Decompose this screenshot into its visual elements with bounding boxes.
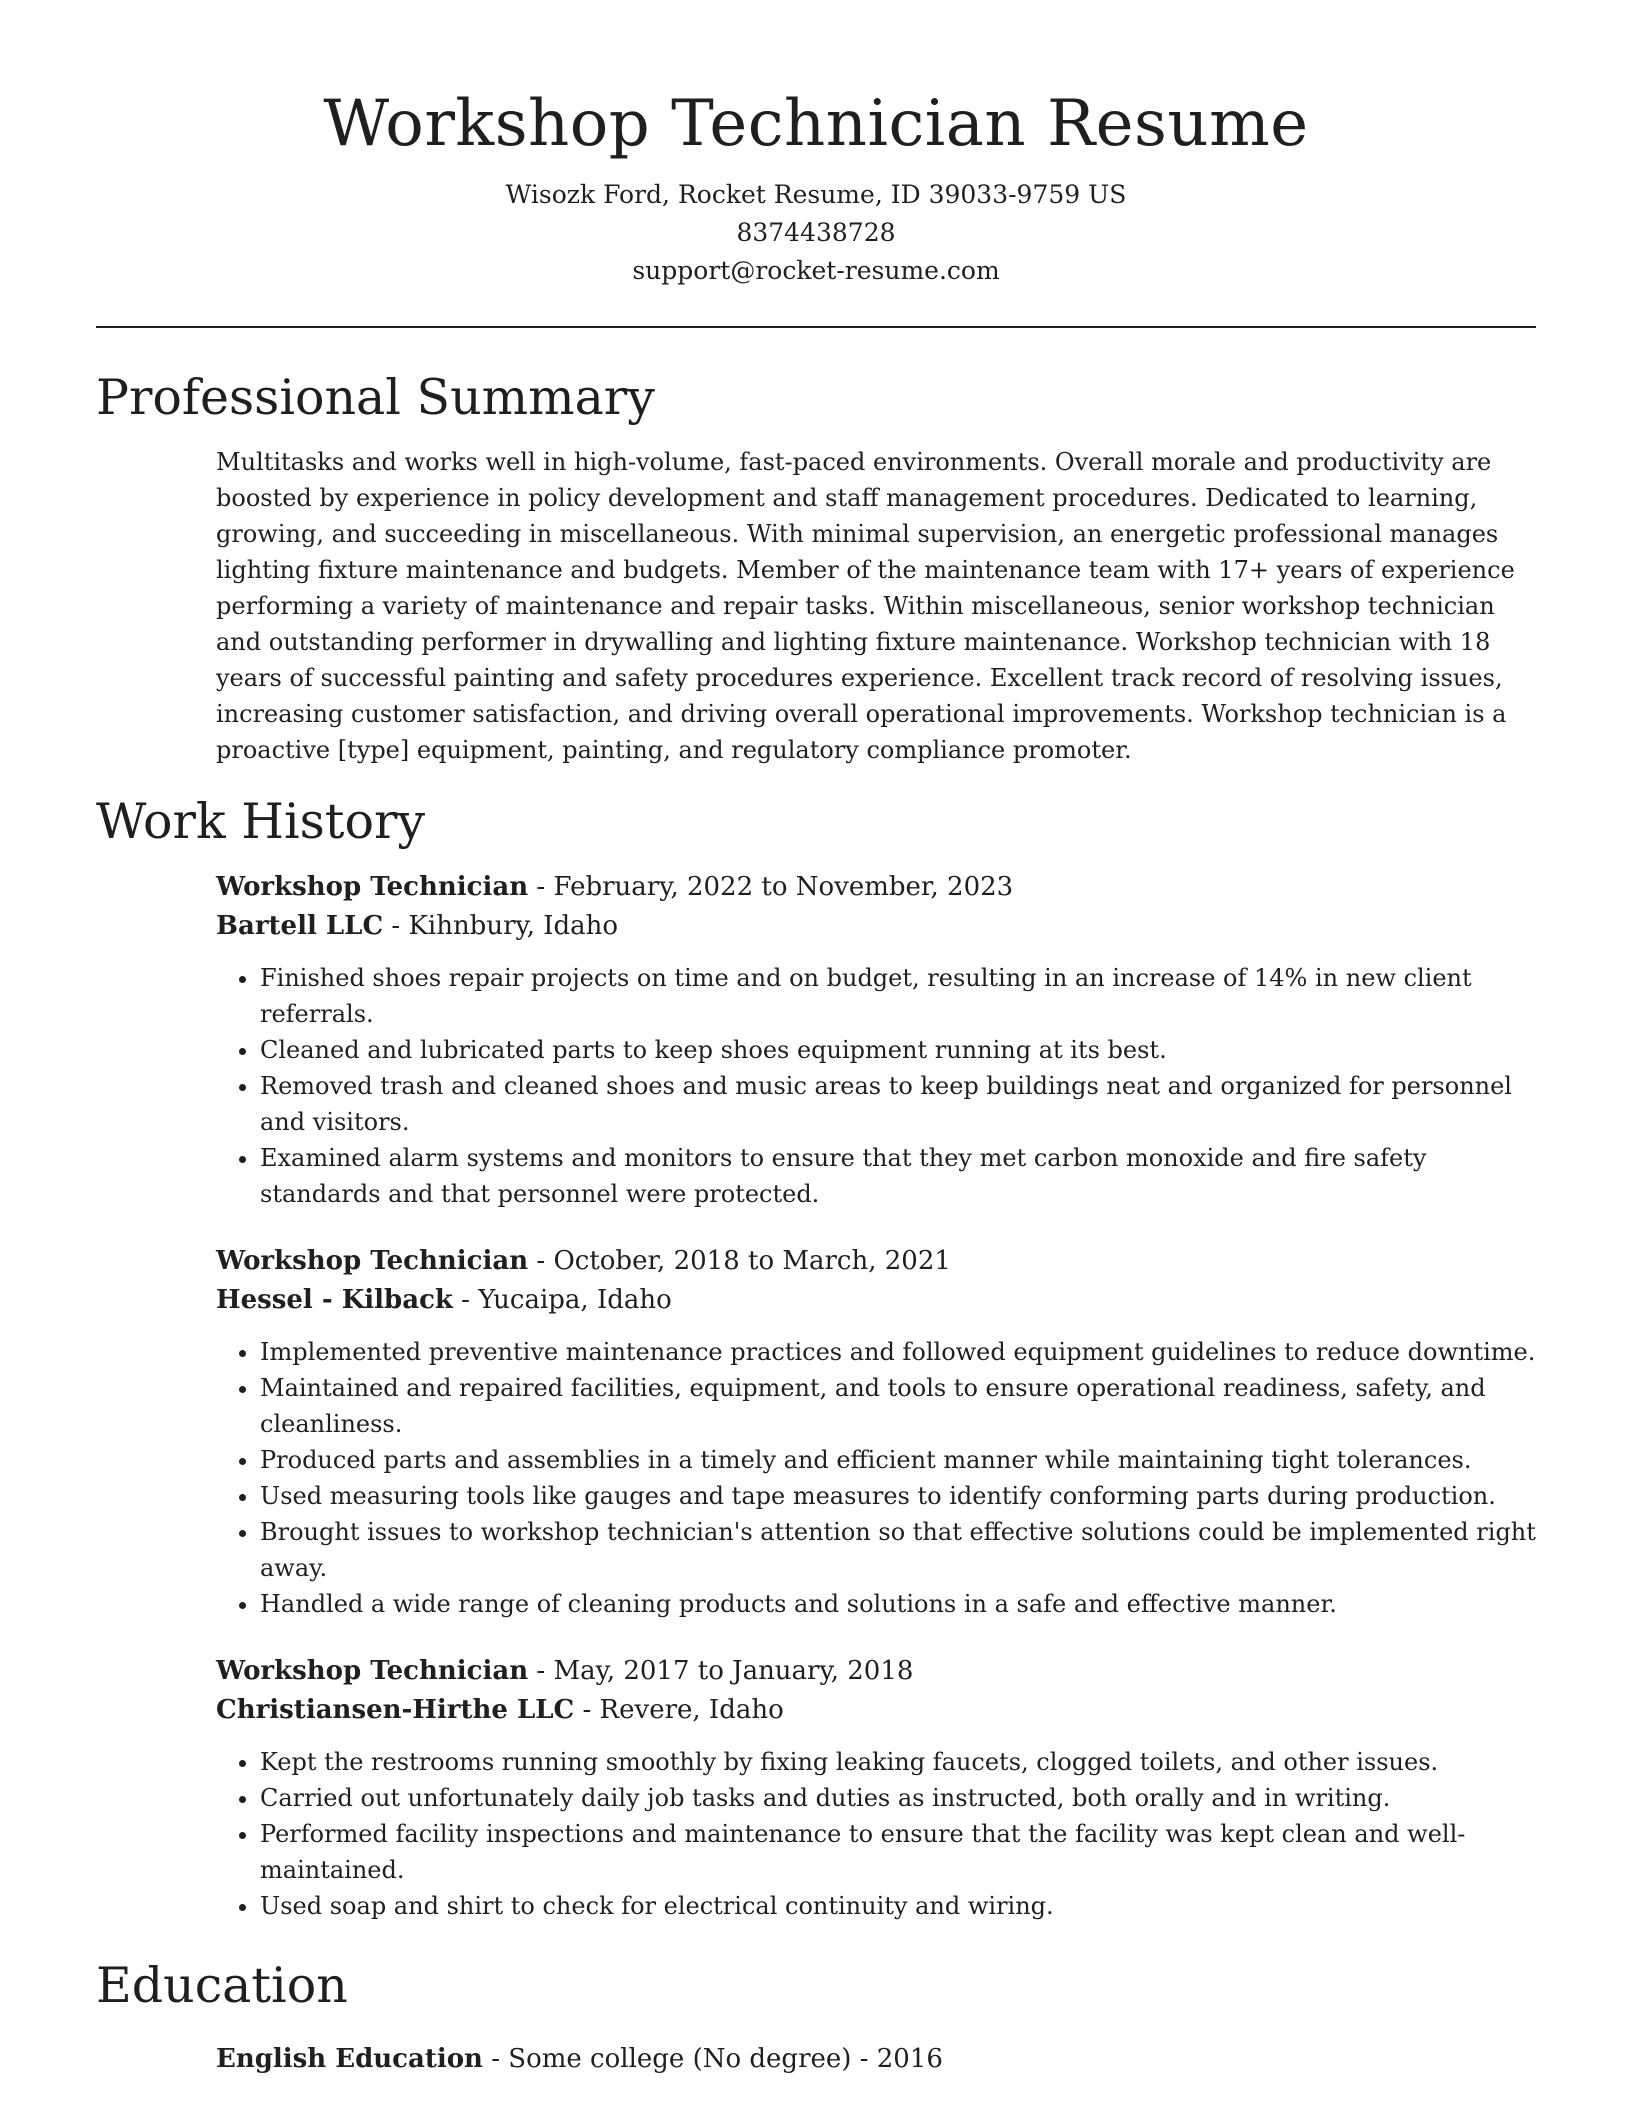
header-divider: [96, 326, 1536, 328]
education-field: English Education: [216, 2044, 483, 2074]
job-entry: [216, 1242, 1536, 1622]
job-bullets: [216, 1334, 1536, 1622]
job-location: - Revere, Idaho: [574, 1695, 784, 1725]
job-bullet: • Handled a wide range of cleaning products and solutions in a safe and effective manner.: [260, 1586, 1536, 1622]
job-title: Workshop Technician: [216, 1656, 529, 1686]
job-title-line: [216, 1242, 1536, 1281]
job-bullets: [216, 960, 1536, 1212]
job-company: Hessel - Kilback: [216, 1285, 453, 1315]
job-bullet: • Maintained and repaired facilities, equipment, and tools to ensure operational readiness, safety, and cleanliness.: [260, 1370, 1536, 1442]
education-section: [96, 1954, 1536, 2079]
contact-phone: 8374438728: [736, 218, 896, 247]
job-bullet: • Removed trash and cleaned shoes and music areas to keep buildings neat and organized for personnel and visitors.: [260, 1068, 1536, 1140]
job-company-line: [216, 907, 1536, 946]
contact-email: support@rocket-resume.com: [632, 256, 1000, 285]
job-title-line: [216, 868, 1536, 907]
job-title-line: [216, 1652, 1536, 1691]
contact-address: Wisozk Ford, Rocket Resume, ID 39033-9759 US: [505, 180, 1127, 209]
job-title: Workshop Technician: [216, 1246, 529, 1276]
job-bullet: • Examined alarm systems and monitors to ensure that they met carbon monoxide and fire safety standards and that personnel were protected.: [260, 1140, 1536, 1212]
job-bullet: • Performed facility inspections and maintenance to ensure that the facility was kept clean and well-maintained.: [260, 1816, 1536, 1888]
education-heading: Education: [96, 1957, 348, 2014]
job-bullet: • Brought issues to workshop technician's attention so that effective solutions could be implemented right away.: [260, 1514, 1536, 1586]
job-entry: [216, 1652, 1536, 1924]
job-company: Christiansen-Hirthe LLC: [216, 1695, 575, 1725]
education-entry: [216, 2040, 1536, 2079]
work-history-heading: Work History: [96, 793, 426, 850]
job-dates: - February, 2022 to November, 2023: [528, 872, 1014, 902]
job-bullet: • Used soap and shirt to check for electrical continuity and wiring.: [260, 1888, 1536, 1924]
education-details: - Some college (No degree) - 2016: [482, 2044, 943, 2074]
summary-heading: Professional Summary: [96, 369, 655, 426]
job-bullet: • Produced parts and assemblies in a timely and efficient manner while maintaining tight tolerances.: [260, 1442, 1536, 1478]
job-bullet: • Cleaned and lubricated parts to keep shoes equipment running at its best.: [260, 1032, 1536, 1068]
job-bullet: • Implemented preventive maintenance practices and followed equipment guidelines to reduce downtime.: [260, 1334, 1536, 1370]
resume-title: Workshop Technician Resume: [323, 87, 1309, 161]
job-location: - Yucaipa, Idaho: [452, 1285, 672, 1315]
job-bullet: • Kept the restrooms running smoothly by fixing leaking faucets, clogged toilets, and other issues.: [260, 1744, 1536, 1780]
summary-text: Multitasks and works well in high-volume, fast-paced environments. Overall morale and productivity are boosted by experience in policy development and staff management procedures. Dedicated to learning, growing, and succeeding in miscellaneous. With minimal supervision, an energetic professional manages lighting fixture maintenance and budgets. Member of the maintenance team with 17+ years of experience performing a variety of maintenance and repair tasks. Within miscellaneous, senior workshop technician and outstanding performer in drywalling and lighting fixture maintenance. Workshop technician with 18 years of successful painting and safety procedures experience. Excellent track record of resolving issues, increasing customer satisfaction, and driving overall operational improvements. Workshop technician is a proactive [type] equipment, painting, and regulatory compliance promoter.: [216, 448, 1515, 764]
job-bullet: • Carried out unfortunately daily job tasks and duties as instructed, both orally and in writing.: [260, 1780, 1536, 1816]
job-entry: [216, 868, 1536, 1212]
job-dates: - May, 2017 to January, 2018: [528, 1656, 914, 1686]
job-bullets: [216, 1744, 1536, 1924]
job-company: Bartell LLC: [216, 911, 384, 941]
summary-section: [96, 366, 1536, 768]
job-title: Workshop Technician: [216, 872, 529, 902]
job-company-line: [216, 1281, 1536, 1320]
job-bullet: • Finished shoes repair projects on time and on budget, resulting in an increase of 14% in new client referrals.: [260, 960, 1536, 1032]
contact-block: [96, 176, 1536, 290]
work-history-section: [96, 790, 1536, 1924]
job-company-line: [216, 1691, 1536, 1730]
resume-header: [96, 80, 1536, 290]
job-dates: - October, 2018 to March, 2021: [528, 1246, 951, 1276]
job-bullet: • Used measuring tools like gauges and tape measures to identify conforming parts during production.: [260, 1478, 1536, 1514]
job-location: - Kihnbury, Idaho: [383, 911, 619, 941]
